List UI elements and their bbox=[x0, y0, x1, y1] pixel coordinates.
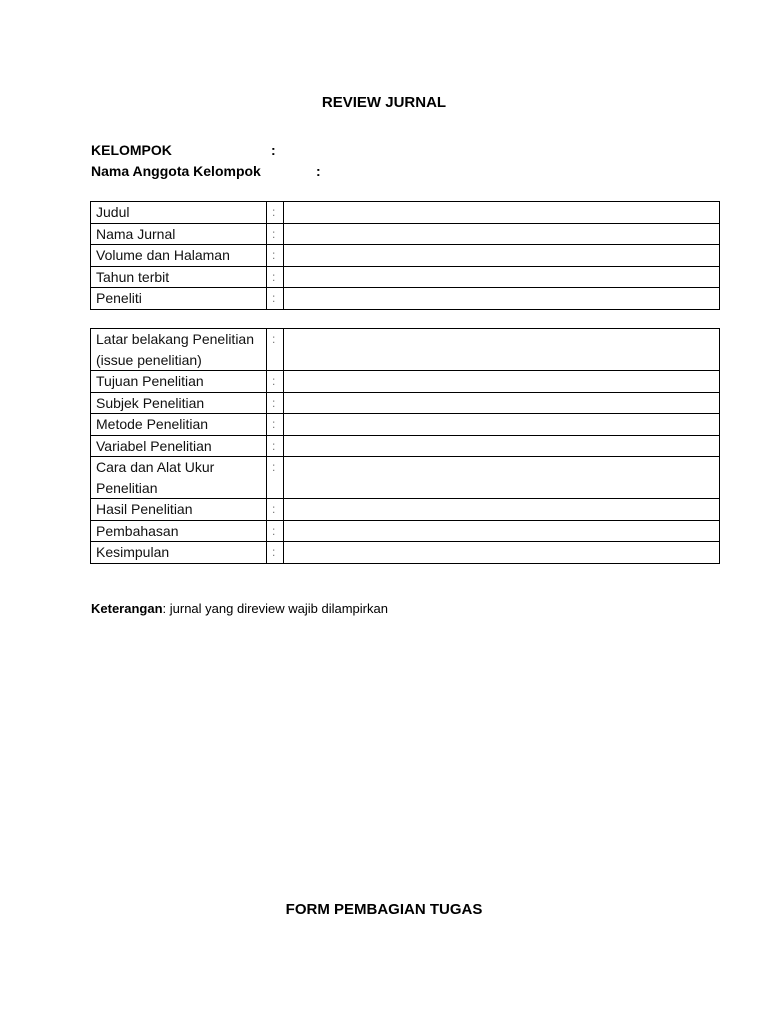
row-label: Variabel Penelitian bbox=[91, 435, 267, 457]
row-value-cell[interactable] bbox=[284, 457, 720, 499]
table-row bbox=[91, 202, 720, 224]
row-label: Pembahasan bbox=[91, 520, 267, 542]
row-label: Subjek Penelitian bbox=[91, 392, 267, 414]
table-row bbox=[91, 288, 720, 310]
table-row bbox=[91, 392, 720, 414]
row-label: Tujuan Penelitian bbox=[91, 371, 267, 393]
row-colon: : bbox=[267, 520, 284, 542]
note-text: : jurnal yang direview wajib dilampirkan bbox=[162, 601, 388, 616]
row-value-cell[interactable] bbox=[284, 245, 720, 267]
row-colon: : bbox=[267, 414, 284, 436]
note bbox=[91, 601, 388, 616]
row-colon: : bbox=[267, 223, 284, 245]
row-label: Peneliti bbox=[91, 288, 267, 310]
journal-review-table bbox=[90, 328, 720, 564]
field-kelompok bbox=[91, 142, 276, 159]
page-title: REVIEW JURNAL bbox=[321, 94, 447, 111]
row-label: Nama Jurnal bbox=[91, 223, 267, 245]
table-row bbox=[91, 520, 720, 542]
row-colon: : bbox=[267, 202, 284, 224]
row-colon: : bbox=[267, 457, 284, 499]
field-label: Nama Anggota Kelompok bbox=[91, 163, 261, 179]
table-row bbox=[91, 223, 720, 245]
row-colon: : bbox=[267, 329, 284, 371]
journal-identity-table bbox=[90, 201, 720, 310]
row-label: Metode Penelitian bbox=[91, 414, 267, 436]
row-colon: : bbox=[267, 371, 284, 393]
table-row bbox=[91, 266, 720, 288]
row-colon: : bbox=[267, 266, 284, 288]
row-value-cell[interactable] bbox=[284, 520, 720, 542]
row-label: Latar belakang Penelitian (issue penelitian) bbox=[91, 329, 267, 371]
row-colon: : bbox=[267, 542, 284, 564]
row-value-cell[interactable] bbox=[284, 202, 720, 224]
row-value-cell[interactable] bbox=[284, 542, 720, 564]
row-label: Judul bbox=[91, 202, 267, 224]
row-value-cell[interactable] bbox=[284, 392, 720, 414]
table-row bbox=[91, 245, 720, 267]
row-label: Hasil Penelitian bbox=[91, 499, 267, 521]
field-label: KELOMPOK bbox=[91, 142, 172, 158]
section-title-pembagian-tugas: FORM PEMBAGIAN TUGAS bbox=[285, 901, 483, 918]
table-row bbox=[91, 371, 720, 393]
row-colon: : bbox=[267, 499, 284, 521]
row-label: Cara dan Alat Ukur Penelitian bbox=[91, 457, 267, 499]
row-label: Tahun terbit bbox=[91, 266, 267, 288]
row-value-cell[interactable] bbox=[284, 499, 720, 521]
table-row bbox=[91, 414, 720, 436]
row-value-cell[interactable] bbox=[284, 266, 720, 288]
row-colon: : bbox=[267, 392, 284, 414]
row-value-cell[interactable] bbox=[284, 223, 720, 245]
row-value-cell[interactable] bbox=[284, 435, 720, 457]
note-label: Keterangan bbox=[91, 601, 163, 616]
row-colon: : bbox=[267, 245, 284, 267]
row-value-cell[interactable] bbox=[284, 329, 720, 371]
row-value-cell[interactable] bbox=[284, 371, 720, 393]
row-label: Volume dan Halaman bbox=[91, 245, 267, 267]
table-row bbox=[91, 499, 720, 521]
row-value-cell[interactable] bbox=[284, 414, 720, 436]
field-colon: : bbox=[271, 142, 276, 158]
row-value-cell[interactable] bbox=[284, 288, 720, 310]
table-row bbox=[91, 542, 720, 564]
table-row bbox=[91, 435, 720, 457]
table-row bbox=[91, 329, 720, 371]
row-colon: : bbox=[267, 288, 284, 310]
row-label: Kesimpulan bbox=[91, 542, 267, 564]
field-nama-anggota bbox=[91, 163, 321, 180]
field-colon: : bbox=[316, 163, 321, 179]
table-row bbox=[91, 457, 720, 499]
row-colon: : bbox=[267, 435, 284, 457]
